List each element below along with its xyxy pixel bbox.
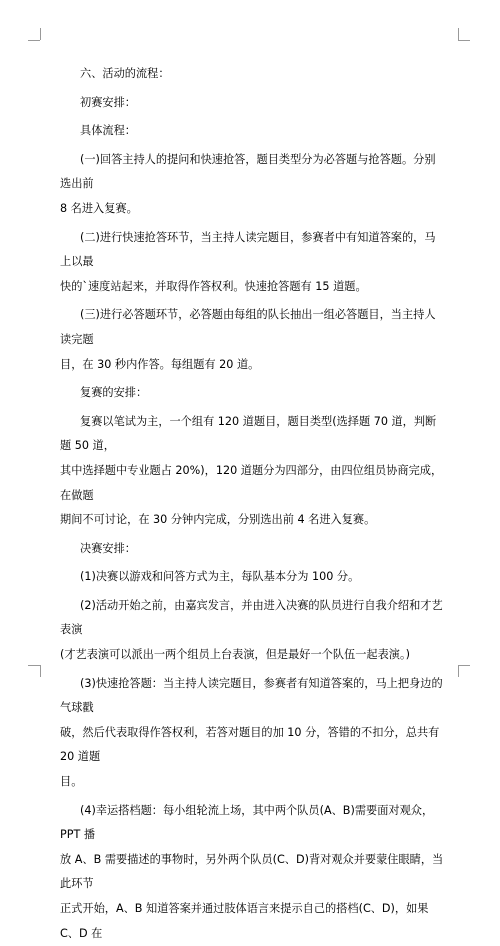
subheading: 决赛安排：: [80, 541, 136, 555]
text-line: 快的`速度站起来，并取得作答权利。快速抢答题有 15 道题。: [60, 279, 367, 293]
text-line: 复赛以笔试为主，一个组有 120 道题目，题目类型(选择题 70 道，判断题 50 道，: [60, 414, 437, 453]
text-line: (4)幸运搭档题：每小组轮流上场，其中两个队员(A、B)需要面对观众，PPT 播: [60, 803, 434, 842]
text-line: (才艺表演可以派出一两个组员上台表演，但是最好一个队伍一起表演。): [60, 648, 410, 662]
text-line: 目。: [60, 775, 83, 789]
document-body: [60, 62, 444, 946]
text-line: (1)决赛以游戏和问答方式为主，每队基本分为 100 分。: [80, 570, 360, 584]
text-line: 破，然后代表取得作答权利，若答对题目的加 10 分，答错的不扣分，总共有 20 道题: [60, 725, 440, 764]
text-line: (2)活动开始之前，由嘉宾发言，并由进入决赛的队员进行自我介绍和才艺表演: [60, 598, 443, 637]
text-line: (三)进行必答题环节，必答题由每组的队长抽出一组必答题目，当主持人读完题: [60, 308, 436, 346]
subheading: 具体流程：: [80, 124, 136, 138]
section-heading: 六、活动的流程：: [80, 67, 170, 80]
text-line: 放 A、B 需要描述的事物时，另外两个队员(C、D)背对观众并要蒙住眼睛，当此环节: [60, 852, 444, 891]
text-line: 期间不可讨论，在 30 分钟内完成，分别选出前 4 名进入复赛。: [60, 513, 376, 527]
text-line: 目，在 30 秒内作答。每组题有 20 道。: [60, 357, 260, 371]
text-line: 其中选择题中专业题占 20%)，120 道题分为四部分，由四位组员协商完成，在做题: [60, 463, 443, 502]
text-line: (一)回答主持人的提问和快速抢答，题目类型分为必答题与抢答题。分别选出前: [60, 152, 436, 191]
text-line: 正式开始，A、B 知道答案并通过肢体语言来提示自己的搭档(C、D)，如果 C、D 在: [60, 902, 429, 940]
text-line: 8 名进入复赛。: [60, 201, 138, 215]
text-line: (3)快速抢答题：当主持人读完题目，参赛者有知道答案的，马上把身边的气球戳: [60, 676, 443, 715]
text-line: (二)进行快速抢答环节，当主持人读完题目，参赛者中有知道答案的，马上以最: [60, 230, 436, 269]
subheading: 复赛的安排：: [80, 386, 148, 400]
subheading: 初赛安排：: [80, 95, 136, 109]
